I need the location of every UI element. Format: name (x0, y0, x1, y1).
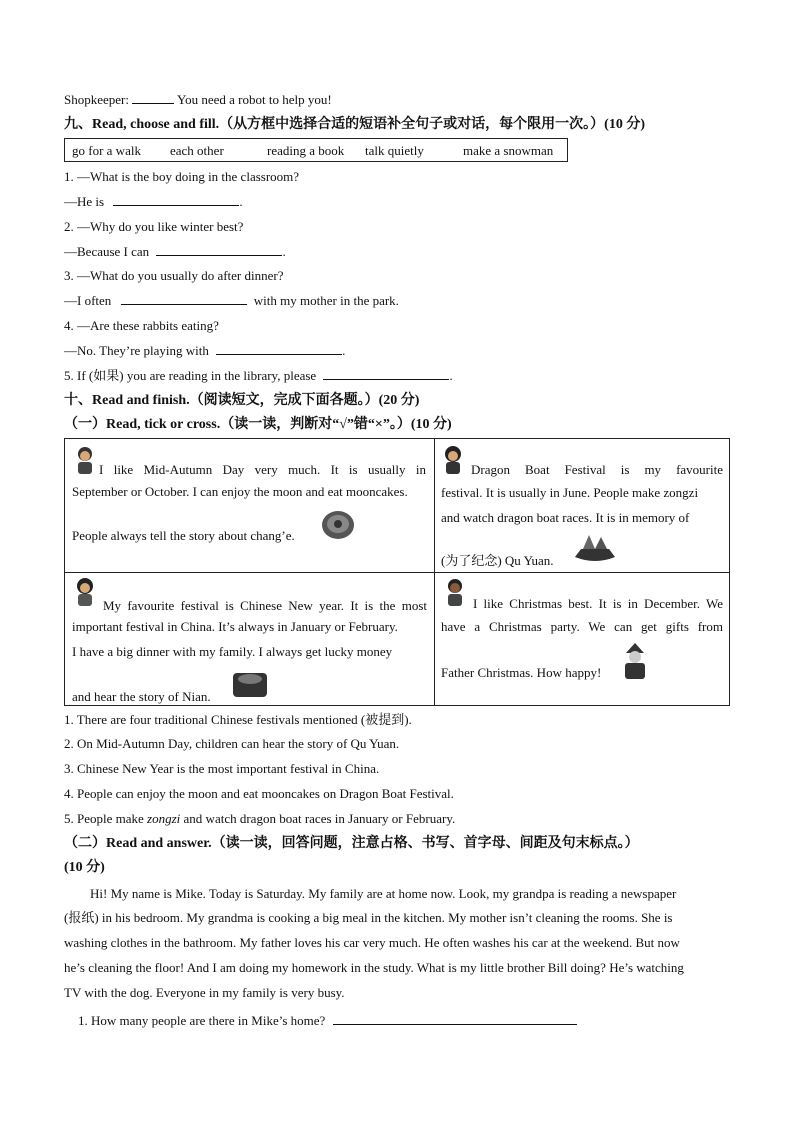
answer-blank[interactable] (121, 292, 247, 305)
answer-blank[interactable] (132, 91, 174, 104)
zongzi-icon (571, 529, 619, 565)
statement-italic: zongzi (147, 811, 181, 826)
cell-new-year (65, 573, 434, 705)
section9-title: 九、Read, choose and fill.（从方框中选择合适的短语补全句子或对话，每个限用一次。）(10 分) (64, 117, 645, 132)
answer-blank[interactable] (113, 193, 239, 206)
cell-text: (为了纪念) Qu Yuan. (441, 553, 554, 568)
word-box (64, 138, 568, 162)
period: . (449, 368, 453, 383)
period: . (282, 244, 286, 259)
part2-score: (10 分) (64, 860, 105, 875)
part2-title: （二）Read and answer.（读一读，回答问题，注意占格、书写、首字母、间距及句末标点。） (64, 836, 639, 851)
passage-line: Hi! My name is Mike. Today is Saturday. My family are at home now. Look, my grandpa is reading a newspaper (90, 886, 677, 901)
cell-text: important festival in China. It’s always in January or February. (72, 619, 398, 634)
statement-text: 5. People make (64, 811, 148, 826)
passage-line: TV with the dog. Everyone in my family is very busy. (64, 985, 345, 1000)
answer-question-1 (78, 1012, 577, 1030)
statement-text: and watch dragon boat races in January or February. (180, 811, 456, 826)
answer-prefix: —I often (64, 293, 112, 308)
cell-text: and hear the story of Nian. (72, 689, 211, 704)
answer-blank[interactable] (323, 367, 449, 380)
cell-text: I have a big dinner with my family. I always get lucky money (72, 644, 393, 659)
dinner-icon (231, 665, 269, 701)
s9-answer-4 (64, 342, 345, 360)
s9-question-2: 2. —Why do you like winter best? (64, 219, 244, 234)
speaker-label: Shopkeeper: (64, 92, 129, 107)
cell-dragon-boat (435, 439, 729, 572)
answer-prefix: —No. They’re playing with (64, 343, 209, 358)
period: . (239, 194, 243, 209)
santa-icon (620, 641, 650, 681)
passage-line: washing clothes in the bathroom. My father loves his car very much. He often washes his car at the weekend. But now (64, 935, 680, 950)
cell-text: I like Mid-Autumn Day very much. It is usually in (99, 462, 426, 477)
s9-question-4: 4. —Are these rabbits eating? (64, 318, 219, 333)
answer-blank[interactable] (156, 243, 282, 256)
s9-answer-1 (64, 193, 243, 211)
cell-text: September or October. I can enjoy the moon and eat mooncakes. (72, 484, 408, 499)
cell-text: My favourite festival is Chinese New year. It is the most (103, 598, 427, 613)
s9-question-1: 1. —What is the boy doing in the classroom? (64, 169, 300, 184)
part1-title: （一）Read, tick or cross.（读一读，判断对“√”错“×”。）(10 分) (64, 417, 452, 432)
question-text: 1. How many people are there in Mike’s home? (78, 1013, 326, 1028)
boy-avatar-icon (443, 577, 467, 607)
statement-2: 2. On Mid-Autumn Day, children can hear the story of Qu Yuan. (64, 736, 400, 751)
shopkeeper-line (64, 91, 332, 109)
passage-line: (报纸) in his bedroom. My grandma is cooking a big meal in the kitchen. My mother isn’t cleaning the rooms. She is (64, 910, 673, 925)
cell-text: Dragon Boat Festival is my favourite (471, 462, 723, 477)
section10-title: 十、Read and finish.（阅读短文，完成下面各题。）(20 分) (64, 393, 420, 408)
cell-mid-autumn (65, 439, 434, 572)
s9-answer-3 (64, 292, 399, 310)
cell-text: People always tell the story about chang’e. (72, 528, 295, 543)
statement-1: 1. There are four traditional Chinese festivals mentioned (被提到). (64, 712, 412, 727)
word-option: talk quietly (365, 143, 424, 158)
answer-prefix: —He is (64, 194, 105, 209)
girl-avatar-icon (73, 577, 97, 607)
mooncake-icon (319, 507, 357, 543)
period: . (342, 343, 346, 358)
word-option: each other (170, 143, 224, 158)
statement-4: 4. People can enjoy the moon and eat mooncakes on Dragon Boat Festival. (64, 786, 454, 801)
cell-christmas (435, 573, 729, 705)
statement-3: 3. Chinese New Year is the most important festival in China. (64, 761, 380, 776)
passage-line: he’s cleaning the floor! And I am doing my homework in the study. What is my little brother Bill doing? He’s watching (64, 960, 684, 975)
question-text: 5. If (如果) you are reading in the library, please (64, 368, 317, 383)
cell-text: have a Christmas party. We can get gifts from (441, 619, 723, 634)
cell-text: Father Christmas. How happy! (441, 665, 602, 680)
statement-5 (64, 810, 455, 828)
word-option: make a snowman (463, 143, 554, 158)
boy-avatar-icon (73, 445, 97, 475)
cell-text: festival. It is usually in June. People make zongzi (441, 485, 699, 500)
cell-text: I like Christmas best. It is in December. We (473, 596, 723, 611)
shopkeeper-text: You need a robot to help you! (177, 92, 332, 107)
s9-answer-2 (64, 243, 286, 261)
s9-question-3: 3. —What do you usually do after dinner? (64, 268, 284, 283)
answer-suffix: with my mother in the park. (253, 293, 399, 308)
s9-question-5 (64, 367, 453, 385)
girl-avatar-icon (441, 445, 465, 475)
cell-text: and watch dragon boat races. It is in memory of (441, 510, 690, 525)
festival-table (64, 438, 730, 706)
answer-blank[interactable] (333, 1012, 577, 1025)
answer-blank[interactable] (216, 342, 342, 355)
word-option: reading a book (267, 143, 345, 158)
answer-prefix: —Because I can (64, 244, 150, 259)
word-option: go for a walk (72, 143, 141, 158)
